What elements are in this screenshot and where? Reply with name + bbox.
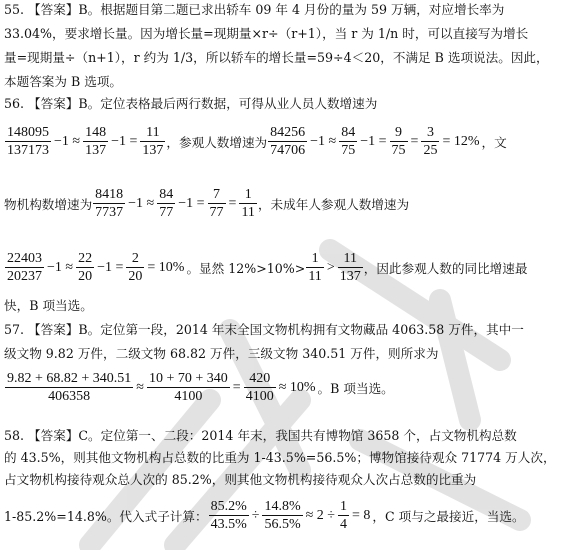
fraction: $\frac{148}{137}$ <box>85 125 107 158</box>
fraction: $\frac{3}{25}$ <box>423 125 438 158</box>
q57-formula: $\frac{9.82 + 68.82 + 340.51}{406358}$ ≈ $\frac{10 + 70 + 340}{4100}$ = $\frac{420}{4100}$ ≈ 10% 。B 项当选。 <box>7 371 394 404</box>
fraction: $\frac{14.8\%}{56.5\%}$ <box>264 499 301 532</box>
fraction: $\frac{10 + 70 + 340}{4100}$ <box>148 371 228 404</box>
fraction: $\frac{84256}{74706}$ <box>270 125 306 158</box>
fraction: $\frac{22403}{20237}$ <box>7 251 42 284</box>
fraction: $\frac{7}{77}$ <box>209 187 224 220</box>
fraction: $\frac{2}{20}$ <box>128 251 143 284</box>
q56-employee-formula: $\frac{148095}{137173}$ −1 ≈ $\frac{148}{137}$ −1 = $\frac{11}{137}$ ，参观人数增速为 $\frac{84256}{74706}$ −1 ≈ $\frac{84}{75}$ −1 = $\frac{9}{75}$ = $\frac{3}{25}$ = 12% ，文 <box>7 125 507 158</box>
q58-line-2: 的 43.5%，则其他文物机构占总数的比重为 1-43.5%=56.5%；博物馆接待观众 71774 万人次， <box>4 450 556 465</box>
fraction: $\frac{9}{75}$ <box>391 125 406 158</box>
q56-intro: 56. 【答案】B。定位表格最后两行数据，可得从业人员人数增速为 <box>4 96 378 111</box>
q58-line-1: 58. 【答案】C。定位第一、二段：2014 年末，我国共有博物馆 3658 个，占文物机构总数 <box>4 428 517 443</box>
fraction: $\frac{1}{4}$ <box>340 499 347 532</box>
fraction: $\frac{1}{11}$ <box>241 187 255 220</box>
fraction: $\frac{11}{137}$ <box>142 125 164 158</box>
q57-line-2: 级文物 9.82 万件，二级文物 68.82 万件，三级文物 340.51 万件，则所求为 <box>4 346 439 361</box>
q58-formula: 1-85.2%=14.8%。代入式子计算： $\frac{85.2\%}{43.5\%}$ ÷ $\frac{14.8\%}{56.5\%}$ ≈ 2 ÷ $\frac{1}{4}$ = 8 ，C 项与之最接近，当选。 <box>4 499 525 532</box>
fraction: $\frac{148095}{137173}$ <box>7 125 49 158</box>
fraction: $\frac{11}{137}$ <box>339 251 361 284</box>
q57-line-1: 57. 【答案】B。定位第一段，2014 年末全国文物机构拥有文物藏品 4063.58 万件，其中一 <box>4 322 524 337</box>
q55-line-1: 55. 【答案】B。根据题目第二题已求出轿车 09 年 4 月份的量为 59 万辆，对应增长率为 <box>4 2 505 17</box>
fraction: $\frac{420}{4100}$ <box>245 371 274 404</box>
fraction: $\frac{84}{75}$ <box>341 125 356 158</box>
q58-line-3: 占文物机构接待观众总人次的 85.2%，则其他文物机构接待观众人次占总数的比重为 <box>4 472 477 487</box>
fraction: $\frac{9.82 + 68.82 + 340.51}{406358}$ <box>7 371 132 404</box>
fraction: $\frac{1}{11}$ <box>308 251 322 284</box>
q55-line-3: 量=现期量÷（n+1），r 约为 1/3，所以轿车的增长量=59÷4＜20，不满足 B 选项说法。因此， <box>4 50 549 65</box>
fraction: $\frac{8418}{7737}$ <box>95 187 124 220</box>
fraction: $\frac{84}{77}$ <box>159 187 174 220</box>
fraction: $\frac{85.2\%}{43.5\%}$ <box>210 499 247 532</box>
q56-institution-formula: 物机构数增速为 $\frac{8418}{7737}$ −1 ≈ $\frac{84}{77}$ −1 = $\frac{7}{77}$ = $\frac{1}{11}$ ，未成年人参观人数增速为 <box>4 187 410 220</box>
q56-minor-formula: $\frac{22403}{20237}$ −1 ≈ $\frac{22}{20}$ −1 = $\frac{2}{20}$ = 10% 。显然 12%>10%> $\frac{1}{11}$ > $\frac{11}{137}$ ，因此参观人数的同比增速最 <box>7 251 528 284</box>
fraction: $\frac{22}{20}$ <box>78 251 93 284</box>
q55-line-4: 本题答案为 B 选项。 <box>4 74 123 89</box>
q55-line-2: 33.04%，要求增长量。因为增长量=现期量×r÷（r+1），当 r 为 1/n 时，可以直接写为增长 <box>4 26 529 41</box>
q56-conclusion: 快，B 项当选。 <box>4 298 93 313</box>
